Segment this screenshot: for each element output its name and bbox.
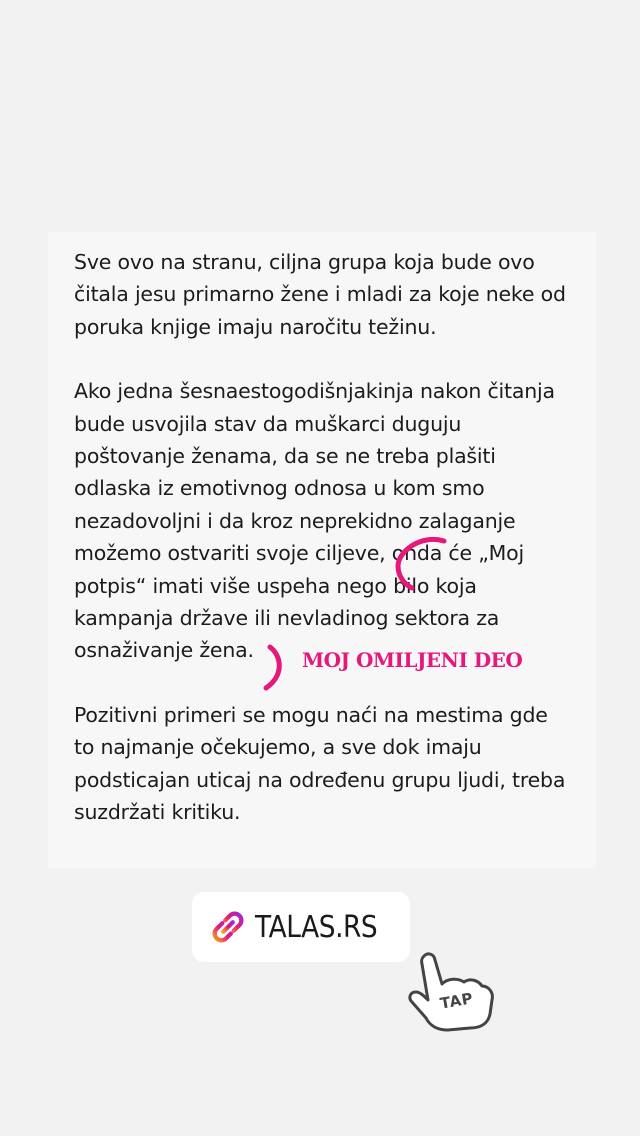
link-sticker[interactable] xyxy=(192,892,410,962)
annotation-label: MOJ OMILJENI DEO xyxy=(302,648,523,672)
paragraph-2: Ako jedna šesnaestogodišnjakinja nakon čitanja bude usvojila stav da muškarci duguju poštovanje ženama, da se ne treba plašiti odlaska iz emotivnog odnosa u kom smo nezadovoljni i da kroz neprekidno zalaganje možemo ostvariti svoje ciljeve, onda će „Moj potpis“ imati više uspeha nego bilo koja kampanja države ili nevladinog sektora za osnaživanje žena. xyxy=(74,379,555,663)
paragraph-3: Pozitivni primeri se mogu naći na mestima gde to najmanje očekujemo, a sve dok imaju podsticajan uticaj na određenu grupu ljudi, treba suzdržati kritiku. xyxy=(74,702,566,825)
tap-label: TAP xyxy=(438,989,475,1013)
paragraph-1: Sve ovo na stranu, ciljna grupa koja bude ovo čitala jesu primarno žene i mladi za koje neke od poruka knjige imaju naročitu težinu. xyxy=(74,250,566,339)
text-card xyxy=(48,232,596,868)
link-label: TALAS.RS xyxy=(254,909,377,945)
pointing-hand-icon xyxy=(400,948,500,1034)
link-icon xyxy=(209,908,247,946)
tap-sticker[interactable] xyxy=(400,948,500,1034)
